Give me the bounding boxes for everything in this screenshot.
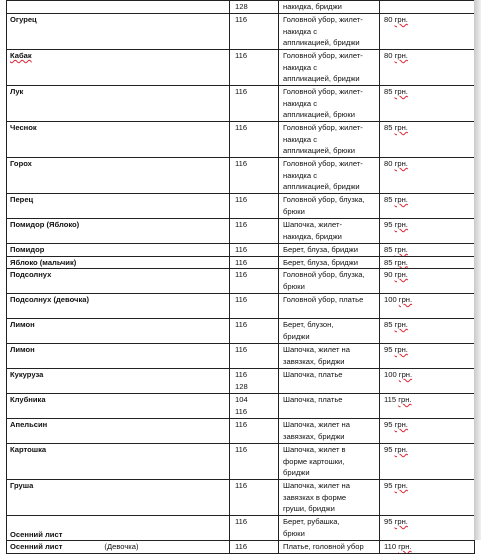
size-value: 116 xyxy=(235,270,248,279)
costume-name: Лук xyxy=(10,87,24,96)
currency-label: грн. xyxy=(394,51,408,60)
set-contents-cell xyxy=(279,244,380,257)
currency-label: грн. xyxy=(394,517,408,526)
size-cell xyxy=(230,86,279,122)
size-value: 116 xyxy=(235,295,248,304)
set-contents-cell xyxy=(279,14,380,50)
costume-name: Груша xyxy=(10,481,34,490)
set-contents-cell xyxy=(279,256,380,269)
set-contents-cell xyxy=(279,86,380,122)
table-row xyxy=(7,158,475,194)
table-row xyxy=(7,480,475,516)
size-value: 104 xyxy=(235,395,248,404)
size-value: 116 xyxy=(235,481,248,490)
size-value: 116 xyxy=(235,51,248,60)
set-contents-line: накидка с xyxy=(283,98,318,108)
costume-name: Апельсин xyxy=(10,420,48,429)
costume-name-cell xyxy=(7,344,230,369)
set-contents-cell xyxy=(279,480,380,516)
size-cell xyxy=(230,419,279,444)
price-value: 80 xyxy=(384,51,393,60)
table-row xyxy=(7,269,475,294)
table-row xyxy=(7,419,475,444)
costume-name: Подсолнух xyxy=(10,270,52,279)
size-value: 116 xyxy=(235,159,248,168)
currency-label: грн. xyxy=(398,295,413,304)
costume-variant: (Девочка) xyxy=(104,542,139,551)
price-cell xyxy=(380,1,475,14)
costume-name: Перец xyxy=(10,195,34,204)
size-value: 116 xyxy=(235,517,248,526)
set-contents-line: аппликацией, бриджи xyxy=(283,182,360,191)
price-cell xyxy=(380,516,475,541)
table-row xyxy=(7,219,475,244)
size-cell xyxy=(230,294,279,319)
costume-name: Осенний лист xyxy=(10,542,63,551)
size-cell xyxy=(230,158,279,194)
table-row xyxy=(7,50,475,86)
set-contents-line: Головной убор, платье xyxy=(283,295,364,304)
price-value: 95 xyxy=(384,420,393,429)
costume-name: Лимон xyxy=(10,345,35,354)
costume-name-cell xyxy=(7,444,230,480)
table-row xyxy=(7,319,475,344)
price-value: 110 xyxy=(384,542,397,551)
set-contents-line: аппликацией, брюки xyxy=(283,146,355,155)
table-row xyxy=(7,14,475,50)
size-cell xyxy=(230,194,279,219)
table-row xyxy=(7,86,475,122)
price-list-page xyxy=(6,0,474,551)
set-contents-line: брюки xyxy=(283,206,305,216)
set-contents-cell xyxy=(279,219,380,244)
set-contents-line: Берет, блуза, бриджи xyxy=(283,245,358,254)
size-value: 116 xyxy=(235,123,248,132)
price-cell xyxy=(380,394,475,419)
table-row xyxy=(7,394,475,419)
price-cell xyxy=(380,369,475,394)
costume-name: Помидор (Яблоко) xyxy=(10,220,80,229)
costume-name-cell xyxy=(7,256,230,269)
set-contents-line: накидка, бриджи xyxy=(283,2,342,11)
currency-label: грн. xyxy=(394,445,408,454)
table-row xyxy=(7,294,475,319)
costume-name-cell xyxy=(7,50,230,86)
price-value: 85 xyxy=(384,87,393,96)
costume-name: Клубника xyxy=(10,395,46,404)
price-value: 95 xyxy=(384,345,393,354)
price-value: 95 xyxy=(384,481,393,490)
price-value: 100 xyxy=(384,370,397,379)
price-cell xyxy=(380,444,475,480)
price-table-body xyxy=(7,1,475,554)
currency-label: грн. xyxy=(394,420,408,429)
price-value: 80 xyxy=(384,15,393,24)
set-contents-line: аппликацией, брюки xyxy=(283,110,355,119)
costume-name-cell xyxy=(7,14,230,50)
costume-name-cell xyxy=(7,86,230,122)
set-contents-line: Берет, блуза, бриджи xyxy=(283,257,358,267)
costume-name-cell xyxy=(7,1,230,14)
size-value: 116 xyxy=(235,245,248,254)
size-cell xyxy=(230,244,279,257)
size-value: 116 xyxy=(235,542,248,551)
currency-label: грн. xyxy=(394,15,408,24)
costume-name: Лимон xyxy=(10,320,35,329)
currency-label: грн. xyxy=(394,270,408,279)
size-value: 116 xyxy=(235,195,248,204)
set-contents-line: Шапочка, жилет- xyxy=(283,220,342,229)
size-value: 116 xyxy=(235,345,248,354)
price-value: 95 xyxy=(384,445,393,454)
price-value: 80 xyxy=(384,159,393,168)
size-value: 116 xyxy=(235,370,248,379)
set-contents-line: завязках, бриджи xyxy=(283,356,345,366)
set-contents-line: Берет, блузон, xyxy=(283,320,334,329)
costume-name-cell xyxy=(7,194,230,219)
set-contents-cell xyxy=(279,419,380,444)
size-value: 116 xyxy=(235,87,248,96)
price-cell xyxy=(380,50,475,86)
set-contents-line: Шапочка, жилет на xyxy=(283,481,350,490)
currency-label: грн. xyxy=(394,481,408,490)
set-contents-line: аппликацией, бриджи xyxy=(283,38,360,47)
costume-name: Помидор xyxy=(10,245,45,254)
size-cell xyxy=(230,219,279,244)
size-value: 116 xyxy=(235,420,248,429)
set-contents-line: завязках в форме xyxy=(283,492,347,502)
set-contents-line: аппликацией, бриджи xyxy=(283,74,360,83)
price-value: 95 xyxy=(384,517,393,526)
set-contents-cell xyxy=(279,369,380,394)
size-cell xyxy=(230,369,279,394)
set-contents-line: Шапочка, жилет на xyxy=(283,345,350,354)
set-contents-line: форме картошки, xyxy=(283,456,345,466)
set-contents-cell xyxy=(279,344,380,369)
price-cell xyxy=(380,419,475,444)
size-cell xyxy=(230,1,279,14)
currency-label: грн. xyxy=(398,395,412,404)
set-contents-line: бриджи xyxy=(283,331,310,341)
table-row xyxy=(7,194,475,219)
set-contents-line: брюки xyxy=(283,528,305,538)
costume-name: Кабак xyxy=(10,51,32,60)
set-contents-line: накидка с xyxy=(283,134,318,144)
price-value: 95 xyxy=(384,220,393,229)
size-cell xyxy=(230,344,279,369)
costume-name-cell xyxy=(7,480,230,516)
set-contents-line: завязках, бриджи xyxy=(283,431,345,441)
costume-name-cell xyxy=(7,294,230,319)
set-contents-line: Головной убор, жилет- xyxy=(283,159,363,168)
costume-name: Осенний лист xyxy=(10,529,63,539)
currency-label: грн. xyxy=(394,320,408,329)
currency-label: грн. xyxy=(398,542,412,551)
costume-name: Подсолнух (девочка) xyxy=(10,295,89,304)
price-cell xyxy=(380,219,475,244)
currency-label: грн. xyxy=(394,87,408,96)
costume-name-cell xyxy=(7,219,230,244)
price-table xyxy=(6,0,475,554)
price-cell xyxy=(380,244,475,257)
set-contents-line: Шапочка, платье xyxy=(283,395,343,404)
price-value: 85 xyxy=(384,320,393,329)
set-contents-cell xyxy=(279,394,380,419)
set-contents-line: Головной убор, блузка, xyxy=(283,270,365,279)
costume-name-cell xyxy=(7,269,230,294)
set-contents-line: Шапочка, жилет в xyxy=(283,445,346,454)
currency-label: грн. xyxy=(398,370,413,379)
currency-label: грн. xyxy=(394,220,408,229)
price-cell xyxy=(380,86,475,122)
set-contents-cell xyxy=(279,50,380,86)
table-row xyxy=(7,541,475,554)
costume-name: Кукуруза xyxy=(10,370,44,379)
price-cell xyxy=(380,158,475,194)
price-cell xyxy=(380,294,475,319)
table-row xyxy=(7,1,475,14)
size-value: 116 xyxy=(235,220,248,229)
currency-label: грн. xyxy=(394,245,408,254)
set-contents-line: Берет, рубашка, xyxy=(283,517,340,526)
costume-name-cell xyxy=(7,244,230,257)
costume-name-cell xyxy=(7,541,230,554)
set-contents-line: брюки xyxy=(283,281,305,291)
set-contents-cell xyxy=(279,294,380,319)
set-contents-line: Платье, головной убор xyxy=(283,542,364,551)
size-value: 116 xyxy=(235,15,248,24)
set-contents-line: бриджи xyxy=(283,468,310,477)
costume-name: Картошка xyxy=(10,445,47,454)
size-value: 128 xyxy=(235,381,248,391)
table-row xyxy=(7,444,475,480)
size-value: 116 xyxy=(235,445,248,454)
costume-name: Горох xyxy=(10,159,32,168)
table-row xyxy=(7,369,475,394)
price-value: 85 xyxy=(384,245,393,254)
price-value: 90 xyxy=(384,270,393,279)
set-contents-line: Шапочка, платье xyxy=(283,370,343,379)
size-cell xyxy=(230,14,279,50)
set-contents-line: Головной убор, жилет- xyxy=(283,123,363,132)
costume-name-cell xyxy=(7,158,230,194)
price-cell xyxy=(380,541,475,554)
size-cell xyxy=(230,444,279,480)
price-value: 85 xyxy=(384,123,393,132)
costume-name-cell xyxy=(7,394,230,419)
set-contents-line: Головной убор, жилет- xyxy=(283,51,363,60)
size-cell xyxy=(230,480,279,516)
price-cell xyxy=(380,122,475,158)
price-value: 100 xyxy=(384,295,397,304)
price-cell xyxy=(380,480,475,516)
currency-label: грн. xyxy=(394,257,408,267)
currency-label: грн. xyxy=(394,159,408,168)
costume-name-cell xyxy=(7,369,230,394)
set-contents-cell xyxy=(279,516,380,541)
table-row xyxy=(7,516,475,541)
set-contents-cell xyxy=(279,1,380,14)
size-cell xyxy=(230,394,279,419)
currency-label: грн. xyxy=(394,123,408,132)
price-cell xyxy=(380,319,475,344)
set-contents-line: накидка с xyxy=(283,170,318,180)
set-contents-cell xyxy=(279,194,380,219)
set-contents-cell xyxy=(279,319,380,344)
costume-name-cell xyxy=(7,419,230,444)
price-cell xyxy=(380,14,475,50)
size-cell xyxy=(230,256,279,269)
size-value: 128 xyxy=(235,2,248,11)
set-contents-cell xyxy=(279,269,380,294)
price-value: 85 xyxy=(384,257,393,267)
costume-name: Огурец xyxy=(10,15,37,24)
table-row xyxy=(7,256,475,269)
set-contents-line: Головной убор, жилет- xyxy=(283,15,363,24)
size-cell xyxy=(230,50,279,86)
price-cell xyxy=(380,344,475,369)
size-cell xyxy=(230,122,279,158)
size-cell xyxy=(230,269,279,294)
set-contents-cell xyxy=(279,444,380,480)
costume-name: Чеснок xyxy=(10,123,37,132)
set-contents-line: Головной убор, жилет- xyxy=(283,87,363,96)
size-cell xyxy=(230,541,279,554)
costume-name-cell xyxy=(7,516,230,541)
currency-label: грн. xyxy=(394,345,408,354)
set-contents-line: Головной убор, блузка, xyxy=(283,195,365,204)
set-contents-cell xyxy=(279,122,380,158)
set-contents-cell xyxy=(279,541,380,554)
table-row xyxy=(7,122,475,158)
size-value: 116 xyxy=(235,257,248,267)
set-contents-line: накидка, бриджи xyxy=(283,231,342,241)
price-cell xyxy=(380,269,475,294)
price-cell xyxy=(380,256,475,269)
size-cell xyxy=(230,516,279,541)
costume-name: Яблоко (мальчик) xyxy=(10,257,77,267)
set-contents-cell xyxy=(279,158,380,194)
set-contents-line: накидка с xyxy=(283,26,318,36)
size-value: 116 xyxy=(235,320,248,329)
set-contents-line: накидка с xyxy=(283,62,318,72)
price-value: 115 xyxy=(384,395,397,404)
size-cell xyxy=(230,319,279,344)
currency-label: грн. xyxy=(394,195,408,204)
page-shadow xyxy=(474,0,481,540)
price-cell xyxy=(380,194,475,219)
costume-name-cell xyxy=(7,319,230,344)
size-value: 116 xyxy=(235,406,248,416)
set-contents-line: Шапочка, жилет на xyxy=(283,420,350,429)
set-contents-line: груши, бриджи xyxy=(283,504,335,513)
table-row xyxy=(7,344,475,369)
table-row xyxy=(7,244,475,257)
costume-name-cell xyxy=(7,122,230,158)
price-value: 85 xyxy=(384,195,393,204)
